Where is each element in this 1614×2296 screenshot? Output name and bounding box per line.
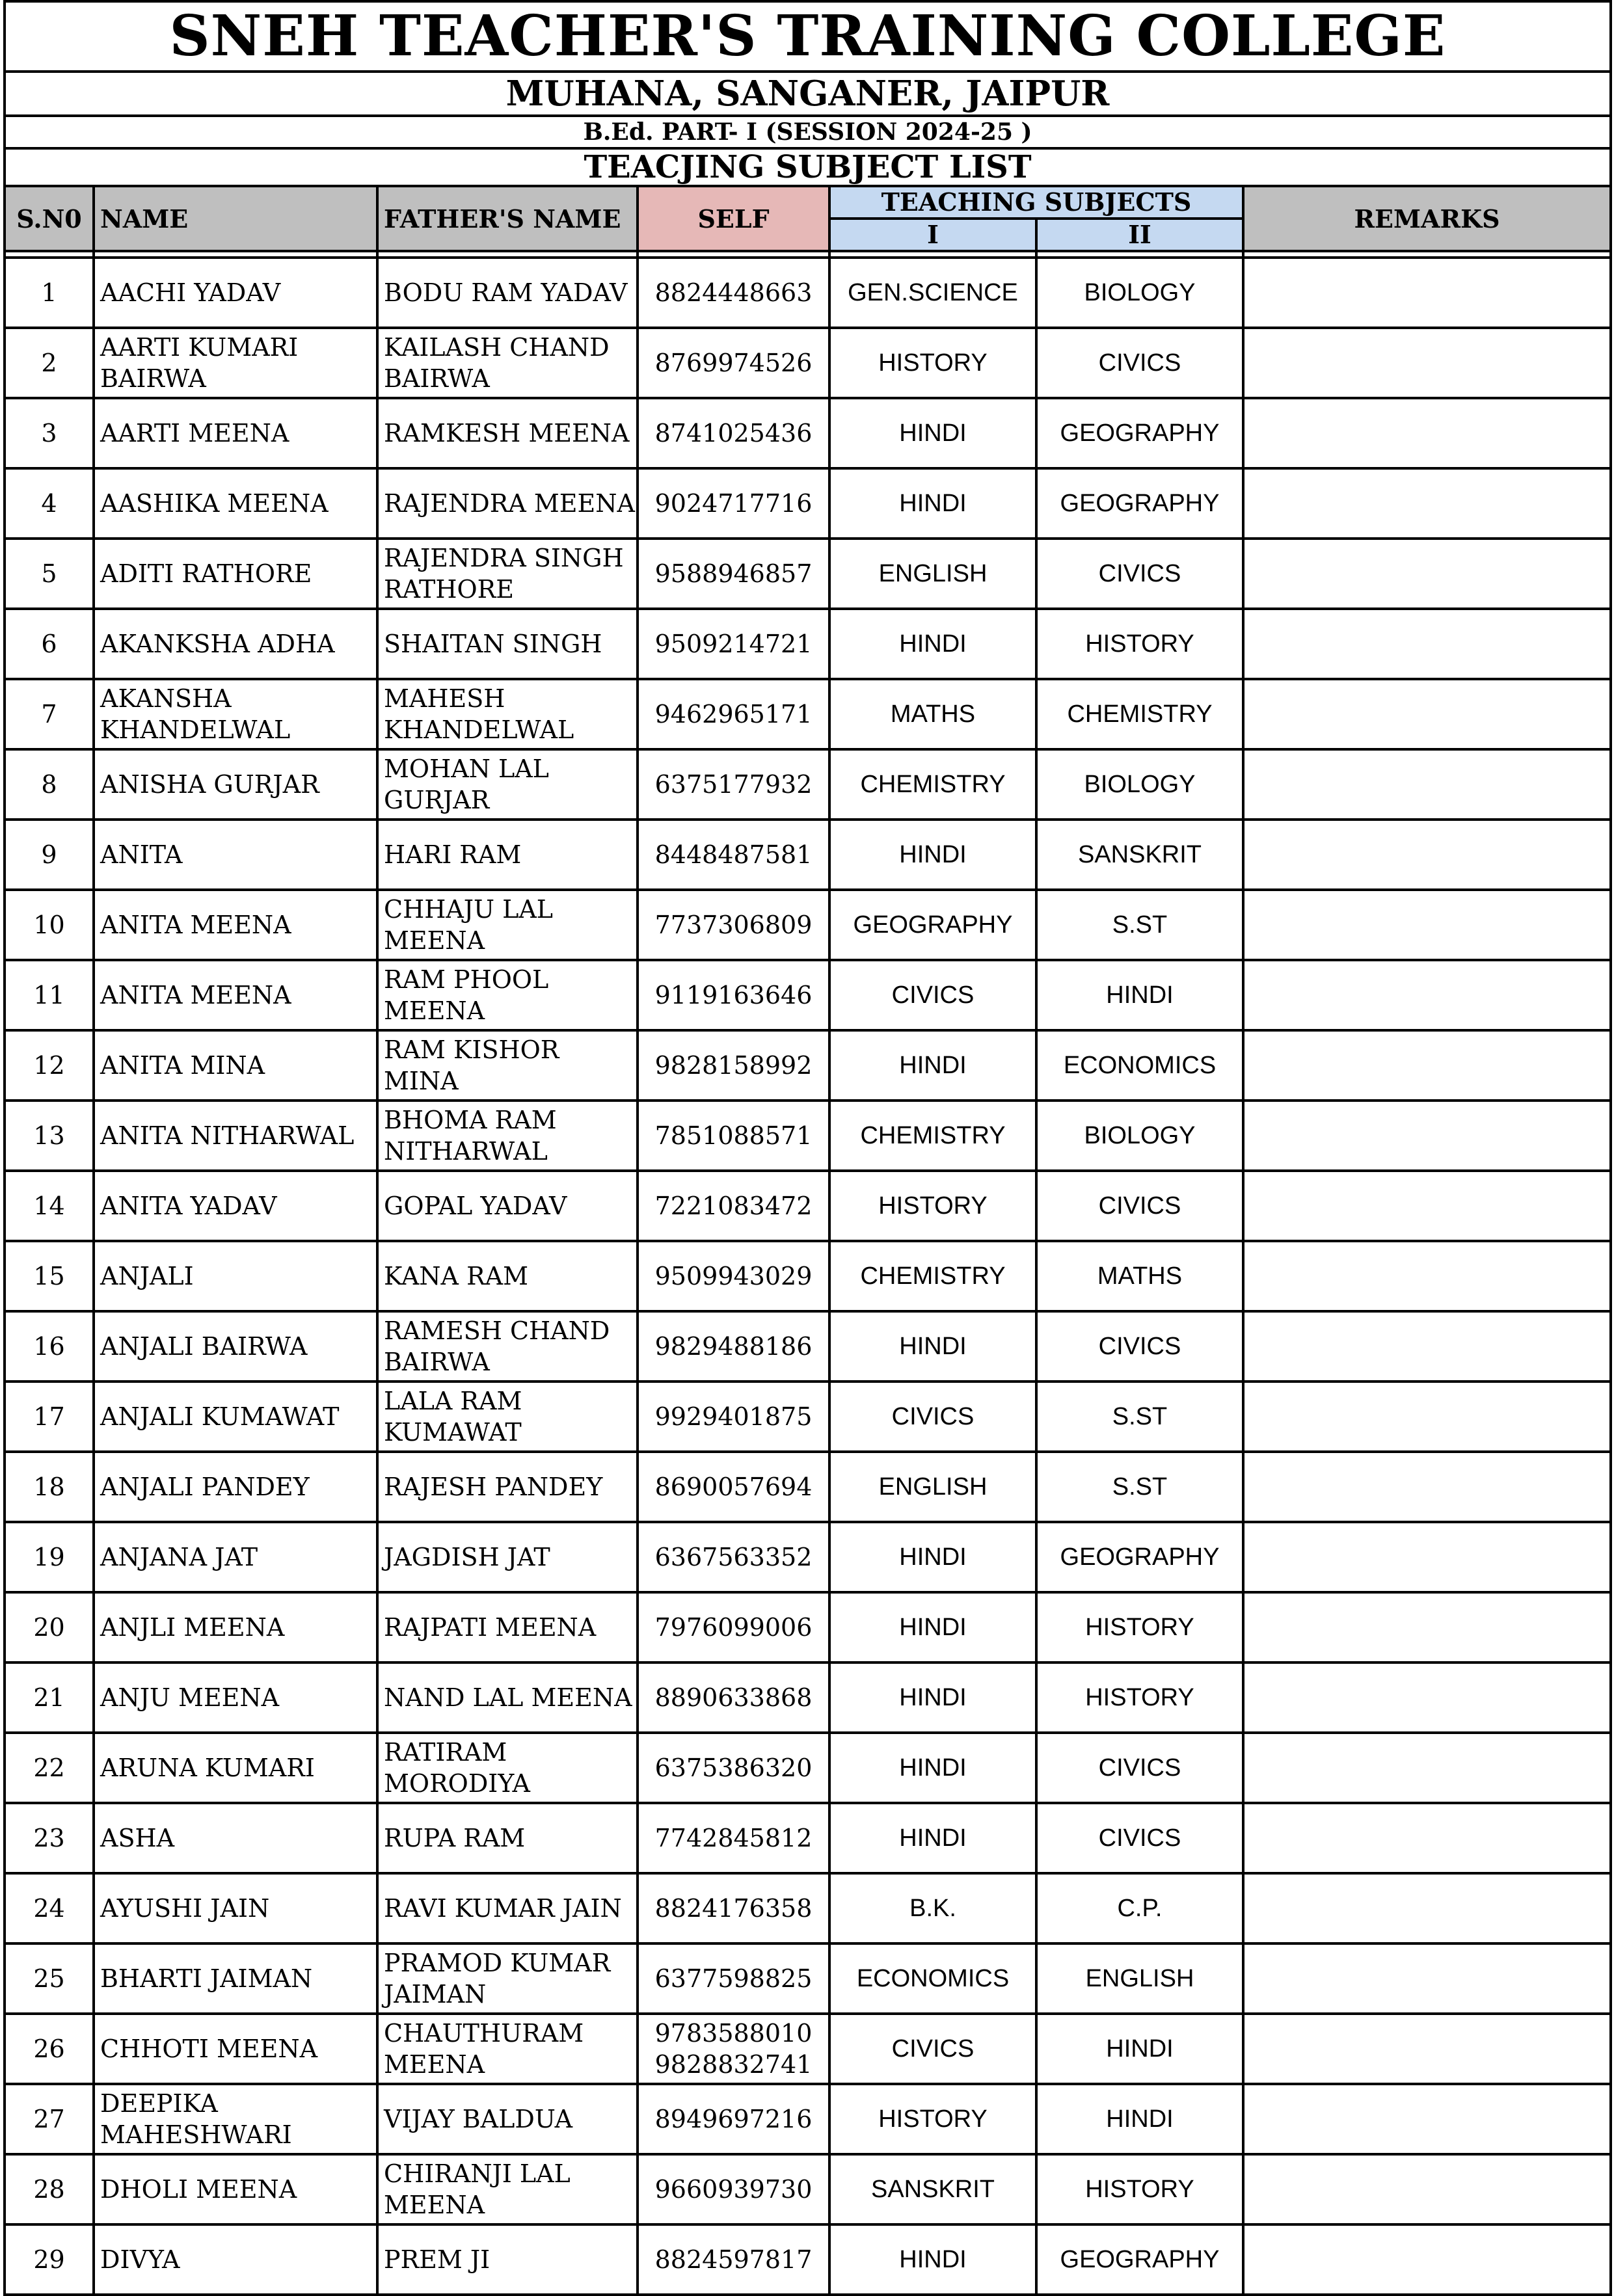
cell-father-name: RAJESH PANDEY [377, 1452, 638, 1522]
phone-number: 9829488186 [654, 1332, 813, 1361]
cell-father-name: RAVI KUMAR JAIN [377, 1873, 638, 1943]
cell-remarks [1243, 1101, 1611, 1171]
cell-remarks [1243, 1733, 1611, 1803]
cell-subject-1: HISTORY [829, 328, 1036, 398]
cell-father-name: BODU RAM YADAV [377, 258, 638, 328]
cell-remarks [1243, 1382, 1611, 1452]
cell-subject-2: BIOLOGY [1036, 258, 1243, 328]
phone-number: 9462965171 [654, 700, 813, 728]
phone-number: 8949697216 [654, 2105, 813, 2133]
cell-subject-1: CIVICS [829, 2014, 1036, 2084]
cell-remarks [1243, 1873, 1611, 1943]
teaching-subject-sheet [3, 0, 1609, 2296]
phone-number: 6375177932 [654, 770, 813, 799]
col-header-sno: S.N0 [5, 186, 94, 251]
phone-number: 7737306809 [654, 911, 813, 939]
table-row [5, 609, 1611, 679]
table-row [5, 258, 1611, 328]
phone-number: 6367563352 [654, 1543, 813, 1571]
phone-number: 8690057694 [654, 1473, 813, 1501]
cell-subject-1: HINDI [829, 468, 1036, 539]
cell-name: ANITA [94, 820, 377, 890]
cell-father-name: LALA RAM KUMAWAT [377, 1382, 638, 1452]
phone-number: 7742845812 [654, 1824, 813, 1852]
cell-subject-1: CIVICS [829, 960, 1036, 1030]
cell-name: ANITA YADAV [94, 1171, 377, 1241]
table-row [5, 679, 1611, 749]
cell-father-name: RUPA RAM [377, 1803, 638, 1873]
cell-subject-2: GEOGRAPHY [1036, 1522, 1243, 1592]
cell-sno: 22 [5, 1733, 94, 1803]
cell-remarks [1243, 258, 1611, 328]
cell-subject-1: HINDI [829, 1662, 1036, 1733]
table-row [5, 1873, 1611, 1943]
cell-remarks [1243, 1803, 1611, 1873]
cell-father-name: CHIRANJI LAL MEENA [377, 2154, 638, 2224]
cell-sno: 21 [5, 1662, 94, 1733]
cell-name: ANJALI PANDEY [94, 1452, 377, 1522]
cell-sno: 2 [5, 328, 94, 398]
table-row [5, 749, 1611, 820]
cell-subject-1: HINDI [829, 1803, 1036, 1873]
phone-number: 8448487581 [654, 840, 813, 869]
cell-remarks [1243, 1943, 1611, 2014]
cell-name: AYUSHI JAIN [94, 1873, 377, 1943]
cell-subject-1: HINDI [829, 1733, 1036, 1803]
cell-father-name: BHOMA RAM NITHARWAL [377, 1101, 638, 1171]
cell-self-phone [638, 890, 829, 960]
cell-name: DIVYA [94, 2224, 377, 2295]
cell-subject-2: HISTORY [1036, 2154, 1243, 2224]
table-row [5, 1171, 1611, 1241]
cell-father-name: CHHAJU LAL MEENA [377, 890, 638, 960]
table-row [5, 468, 1611, 539]
table-row [5, 328, 1611, 398]
cell-self-phone [638, 679, 829, 749]
cell-father-name: RATIRAM MORODIYA [377, 1733, 638, 1803]
cell-remarks [1243, 2084, 1611, 2154]
cell-subject-1: HINDI [829, 1522, 1036, 1592]
phone-number: 8824448663 [654, 278, 813, 307]
cell-subject-2: HISTORY [1036, 609, 1243, 679]
cell-remarks [1243, 1662, 1611, 1733]
student-rows [5, 258, 1611, 2295]
cell-remarks [1243, 1592, 1611, 1662]
list-title: TEACJING SUBJECT LIST [5, 148, 1611, 186]
cell-sno: 29 [5, 2224, 94, 2295]
cell-sno: 20 [5, 1592, 94, 1662]
table-row [5, 539, 1611, 609]
cell-remarks [1243, 890, 1611, 960]
cell-self-phone [638, 1382, 829, 1452]
cell-subject-1: ENGLISH [829, 1452, 1036, 1522]
cell-remarks [1243, 679, 1611, 749]
college-address: MUHANA, SANGANER, JAIPUR [5, 72, 1611, 116]
cell-father-name: CHAUTHURAM MEENA [377, 2014, 638, 2084]
phone-number: 6375386320 [654, 1754, 813, 1782]
session-label: B.Ed. PART- I (SESSION 2024-25 ) [5, 116, 1611, 148]
cell-name: ANITA MINA [94, 1030, 377, 1101]
cell-father-name: VIJAY BALDUA [377, 2084, 638, 2154]
cell-remarks [1243, 960, 1611, 1030]
phone-number: 9828158992 [654, 1051, 813, 1080]
phone-number: 7221083472 [654, 1192, 813, 1220]
cell-self-phone [638, 1662, 829, 1733]
cell-subject-2: SANSKRIT [1036, 820, 1243, 890]
cell-subject-1: CHEMISTRY [829, 1241, 1036, 1311]
cell-sno: 13 [5, 1101, 94, 1171]
col-header-subject-1: I [829, 219, 1036, 251]
cell-name: ANJALI KUMAWAT [94, 1382, 377, 1452]
cell-name: ANJU MEENA [94, 1662, 377, 1733]
cell-father-name: NAND LAL MEENA [377, 1662, 638, 1733]
cell-sno: 1 [5, 258, 94, 328]
cell-self-phone [638, 2224, 829, 2295]
cell-father-name: RAMKESH MEENA [377, 398, 638, 468]
cell-self-phone [638, 1592, 829, 1662]
cell-name: ANISHA GURJAR [94, 749, 377, 820]
cell-name: ASHA [94, 1803, 377, 1873]
cell-subject-2: S.ST [1036, 1452, 1243, 1522]
subject-list-table [3, 0, 1612, 2296]
cell-father-name: RAM PHOOL MEENA [377, 960, 638, 1030]
cell-sno: 16 [5, 1311, 94, 1382]
cell-subject-2: C.P. [1036, 1873, 1243, 1943]
cell-subject-2: BIOLOGY [1036, 1101, 1243, 1171]
cell-self-phone [638, 1733, 829, 1803]
cell-father-name: PRAMOD KUMAR JAIMAN [377, 1943, 638, 2014]
cell-subject-2: ECONOMICS [1036, 1030, 1243, 1101]
col-header-father: FATHER'S NAME [377, 186, 638, 251]
cell-sno: 3 [5, 398, 94, 468]
cell-subject-1: B.K. [829, 1873, 1036, 1943]
cell-name: AACHI YADAV [94, 258, 377, 328]
cell-self-phone [638, 1101, 829, 1171]
cell-subject-2: CIVICS [1036, 1803, 1243, 1873]
table-row [5, 2224, 1611, 2295]
cell-subject-1: MATHS [829, 679, 1036, 749]
phone-number: 6377598825 [654, 1964, 813, 1993]
cell-name: AKANKSHA ADHA [94, 609, 377, 679]
cell-name: ANJALI [94, 1241, 377, 1311]
cell-sno: 14 [5, 1171, 94, 1241]
cell-name: ANITA NITHARWAL [94, 1101, 377, 1171]
phone-number: 7851088571 [654, 1121, 813, 1150]
cell-self-phone [638, 1522, 829, 1592]
cell-self-phone [638, 1873, 829, 1943]
table-row [5, 890, 1611, 960]
table-row [5, 1592, 1611, 1662]
cell-remarks [1243, 1522, 1611, 1592]
table-row [5, 2084, 1611, 2154]
col-header-self: SELF [638, 186, 829, 251]
cell-subject-2: HINDI [1036, 2084, 1243, 2154]
phone-number: 8824597817 [654, 2245, 813, 2274]
cell-sno: 24 [5, 1873, 94, 1943]
cell-name: ARUNA KUMARI [94, 1733, 377, 1803]
cell-subject-2: ENGLISH [1036, 1943, 1243, 2014]
cell-subject-1: HINDI [829, 609, 1036, 679]
cell-subject-2: HINDI [1036, 960, 1243, 1030]
cell-sno: 15 [5, 1241, 94, 1311]
cell-sno: 9 [5, 820, 94, 890]
cell-sno: 18 [5, 1452, 94, 1522]
cell-subject-2: CIVICS [1036, 1733, 1243, 1803]
cell-sno: 11 [5, 960, 94, 1030]
cell-subject-1: ENGLISH [829, 539, 1036, 609]
cell-name: AARTI KUMARI BAIRWA [94, 328, 377, 398]
table-row [5, 398, 1611, 468]
table-row [5, 2014, 1611, 2084]
cell-self-phone [638, 468, 829, 539]
cell-subject-2: CIVICS [1036, 539, 1243, 609]
cell-self-phone [638, 328, 829, 398]
cell-subject-2: HINDI [1036, 2014, 1243, 2084]
cell-subject-2: S.ST [1036, 1382, 1243, 1452]
cell-father-name: RAJPATI MEENA [377, 1592, 638, 1662]
cell-remarks [1243, 820, 1611, 890]
cell-remarks [1243, 609, 1611, 679]
phone-number-alt: 9828832741 [654, 2050, 813, 2079]
table-row [5, 1803, 1611, 1873]
table-row [5, 1452, 1611, 1522]
cell-remarks [1243, 1452, 1611, 1522]
cell-self-phone [638, 609, 829, 679]
cell-sno: 26 [5, 2014, 94, 2084]
cell-self-phone [638, 1803, 829, 1873]
cell-remarks [1243, 1171, 1611, 1241]
cell-remarks [1243, 749, 1611, 820]
cell-self-phone [638, 1452, 829, 1522]
cell-subject-1: HINDI [829, 398, 1036, 468]
cell-self-phone [638, 2154, 829, 2224]
cell-remarks [1243, 1030, 1611, 1101]
cell-father-name: KAILASH CHAND BAIRWA [377, 328, 638, 398]
table-row [5, 1943, 1611, 2014]
col-header-teaching-subjects: TEACHING SUBJECTS [829, 186, 1243, 219]
cell-name: ANJALI BAIRWA [94, 1311, 377, 1382]
cell-subject-1: CHEMISTRY [829, 749, 1036, 820]
cell-sno: 7 [5, 679, 94, 749]
cell-self-phone [638, 258, 829, 328]
cell-sno: 4 [5, 468, 94, 539]
cell-self-phone [638, 1943, 829, 2014]
phone-number: 7976099006 [654, 1613, 813, 1642]
table-row [5, 1733, 1611, 1803]
phone-number: 8769974526 [654, 349, 813, 377]
cell-sno: 6 [5, 609, 94, 679]
cell-subject-1: ECONOMICS [829, 1943, 1036, 2014]
cell-subject-2: CHEMISTRY [1036, 679, 1243, 749]
cell-subject-1: HINDI [829, 2224, 1036, 2295]
cell-subject-2: CIVICS [1036, 1311, 1243, 1382]
table-row [5, 1030, 1611, 1101]
table-row [5, 1311, 1611, 1382]
cell-subject-2: CIVICS [1036, 1171, 1243, 1241]
cell-subject-2: GEOGRAPHY [1036, 2224, 1243, 2295]
col-header-remarks: REMARKS [1243, 186, 1611, 251]
cell-name: AKANSHA KHANDELWAL [94, 679, 377, 749]
table-row [5, 1241, 1611, 1311]
phone-number: 8741025436 [654, 419, 813, 447]
cell-subject-1: HINDI [829, 820, 1036, 890]
cell-father-name: SHAITAN SINGH [377, 609, 638, 679]
cell-subject-2: GEOGRAPHY [1036, 398, 1243, 468]
cell-subject-1: CHEMISTRY [829, 1101, 1036, 1171]
cell-remarks [1243, 2014, 1611, 2084]
cell-subject-1: HINDI [829, 1592, 1036, 1662]
phone-number: 8890633868 [654, 1683, 813, 1712]
cell-self-phone [638, 960, 829, 1030]
cell-father-name: GOPAL YADAV [377, 1171, 638, 1241]
cell-subject-1: GEOGRAPHY [829, 890, 1036, 960]
cell-subject-2: HISTORY [1036, 1662, 1243, 1733]
phone-number: 8824176358 [654, 1894, 813, 1923]
cell-sno: 23 [5, 1803, 94, 1873]
table-row [5, 1382, 1611, 1452]
cell-father-name: RAJENDRA MEENA [377, 468, 638, 539]
cell-subject-2: S.ST [1036, 890, 1243, 960]
cell-subject-1: HISTORY [829, 2084, 1036, 2154]
cell-subject-1: HINDI [829, 1030, 1036, 1101]
phone-number: 9024717716 [654, 489, 813, 518]
cell-self-phone [638, 398, 829, 468]
cell-self-phone [638, 820, 829, 890]
cell-sno: 10 [5, 890, 94, 960]
college-title: SNEH TEACHER'S TRAINING COLLEGE [5, 1, 1611, 72]
cell-sno: 19 [5, 1522, 94, 1592]
cell-father-name: HARI RAM [377, 820, 638, 890]
cell-remarks [1243, 1311, 1611, 1382]
cell-remarks [1243, 2154, 1611, 2224]
cell-subject-2: GEOGRAPHY [1036, 468, 1243, 539]
phone-number: 9660939730 [654, 2175, 813, 2204]
table-row [5, 1662, 1611, 1733]
cell-subject-2: CIVICS [1036, 328, 1243, 398]
cell-sno: 25 [5, 1943, 94, 2014]
cell-subject-2: BIOLOGY [1036, 749, 1243, 820]
cell-name: ANJLI MEENA [94, 1592, 377, 1662]
table-row [5, 820, 1611, 890]
cell-remarks [1243, 328, 1611, 398]
col-header-subject-2: II [1036, 219, 1243, 251]
cell-sno: 8 [5, 749, 94, 820]
phone-number: 9929401875 [654, 1402, 813, 1431]
table-row [5, 960, 1611, 1030]
cell-self-phone [638, 1241, 829, 1311]
cell-father-name: RAMESH CHAND BAIRWA [377, 1311, 638, 1382]
cell-remarks [1243, 1241, 1611, 1311]
cell-father-name: JAGDISH JAT [377, 1522, 638, 1592]
cell-name: AARTI MEENA [94, 398, 377, 468]
cell-self-phone [638, 539, 829, 609]
cell-name: ANITA MEENA [94, 890, 377, 960]
cell-subject-2: MATHS [1036, 1241, 1243, 1311]
phone-number: 9783588010 [654, 2019, 813, 2048]
cell-father-name: MAHESH KHANDELWAL [377, 679, 638, 749]
cell-name: DHOLI MEENA [94, 2154, 377, 2224]
cell-name: ANJANA JAT [94, 1522, 377, 1592]
cell-self-phone [638, 1030, 829, 1101]
cell-remarks [1243, 468, 1611, 539]
cell-sno: 27 [5, 2084, 94, 2154]
table-row [5, 2154, 1611, 2224]
cell-sno: 17 [5, 1382, 94, 1452]
cell-self-phone [638, 2014, 829, 2084]
cell-name: AASHIKA MEENA [94, 468, 377, 539]
cell-self-phone [638, 1311, 829, 1382]
table-row [5, 1522, 1611, 1592]
col-header-name: NAME [94, 186, 377, 251]
phone-number: 9588946857 [654, 559, 813, 588]
cell-self-phone [638, 2084, 829, 2154]
cell-name: DEEPIKA MAHESHWARI [94, 2084, 377, 2154]
cell-subject-1: SANSKRIT [829, 2154, 1036, 2224]
cell-subject-1: HISTORY [829, 1171, 1036, 1241]
cell-self-phone [638, 749, 829, 820]
cell-father-name: PREM JI [377, 2224, 638, 2295]
cell-father-name: RAJENDRA SINGH RATHORE [377, 539, 638, 609]
phone-number: 9509214721 [654, 630, 813, 658]
phone-number: 9119163646 [654, 981, 813, 1009]
header-spacer-row [5, 251, 1611, 258]
cell-remarks [1243, 2224, 1611, 2295]
phone-number: 9509943029 [654, 1262, 813, 1290]
cell-father-name: MOHAN LAL GURJAR [377, 749, 638, 820]
cell-name: ANITA MEENA [94, 960, 377, 1030]
cell-name: ADITI RATHORE [94, 539, 377, 609]
cell-subject-1: CIVICS [829, 1382, 1036, 1452]
cell-remarks [1243, 539, 1611, 609]
table-row [5, 1101, 1611, 1171]
cell-subject-2: HISTORY [1036, 1592, 1243, 1662]
cell-remarks [1243, 398, 1611, 468]
cell-self-phone [638, 1171, 829, 1241]
cell-sno: 28 [5, 2154, 94, 2224]
cell-sno: 12 [5, 1030, 94, 1101]
cell-subject-1: HINDI [829, 1311, 1036, 1382]
cell-father-name: RAM KISHOR MINA [377, 1030, 638, 1101]
cell-subject-1: GEN.SCIENCE [829, 258, 1036, 328]
cell-father-name: KANA RAM [377, 1241, 638, 1311]
cell-name: BHARTI JAIMAN [94, 1943, 377, 2014]
cell-sno: 5 [5, 539, 94, 609]
cell-name: CHHOTI MEENA [94, 2014, 377, 2084]
